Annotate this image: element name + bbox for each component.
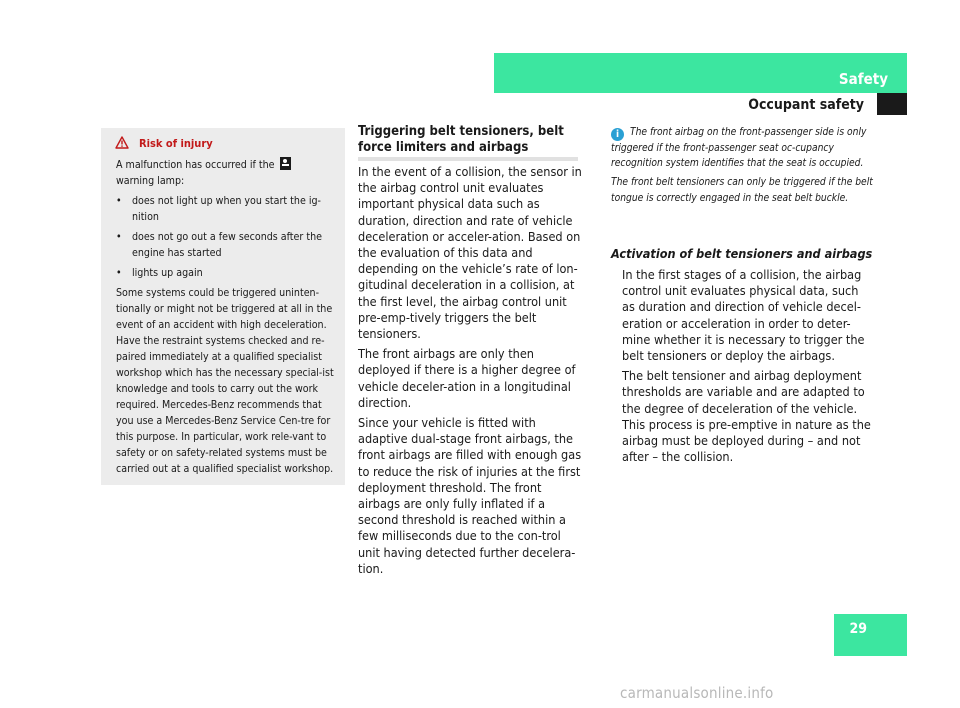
warning-intro-text: A malfunction has occurred if the <box>116 159 275 171</box>
warning-title: Risk of injury <box>139 137 213 150</box>
warning-intro-suffix: warning lamp: <box>116 175 185 187</box>
info-icon: i <box>611 128 624 141</box>
paragraph: Since your vehicle is fitted with adaptive dual-stage front airbags, the front airbags are filled with enough gas to reduce the risk of injuries at the first deployment threshold. The front airbags are only fully inflated if a second threshold is reached within a few milliseconds due to the con-trol unit having detected further decelera-tion. <box>358 415 582 576</box>
airbag-telltale-icon <box>280 157 291 170</box>
triggering-body <box>358 164 586 581</box>
activation-heading: Activation of belt tensioners and airbags <box>611 246 873 261</box>
info-note-paragraph: i The front airbag on the front-passenger side is only triggered if the front-passenger seat oc-cupancy recognition system identifies that the seat is occupied. <box>611 127 867 170</box>
paragraph: The belt tensioner and airbag deployment thresholds are variable and are adapted to the degree of deceleration of the vehicle. This process is pre-emptive in nature as the airbag must be deployed during – and not after – the collision. <box>622 368 871 465</box>
warning-paragraph: Some systems could be triggered uninten-tionally or might not be triggered at all in the event of an accident with high deceleration. Have the restraint systems checked and re-paired immediately at a qualified specialist workshop which has the necessary special-ist knowledge and tools to carry out the work required. Mercedes-Benz recommends that you use a Mercedes-Benz Service Cen-tre for this purpose. In particular, work rele-vant to safety or on safety-related systems must be carried out at a qualified specialist workshop. <box>116 287 334 475</box>
heading-divider <box>358 157 578 161</box>
subsection-title: Occupant safety <box>748 97 864 113</box>
header-marker-block <box>877 93 907 115</box>
watermark: carmanualsonline.info <box>620 684 774 702</box>
section-heading-triggering: Triggering belt tensioners, belt force limiters and airbags <box>358 124 564 155</box>
section-header-band <box>494 53 907 93</box>
warning-triangle-icon <box>115 136 129 149</box>
info-note <box>611 125 873 210</box>
warning-body <box>116 157 340 481</box>
paragraph: The front airbags are only then deployed if there is a higher degree of vehicle deceler-ation in a longitudinal direction. <box>358 346 576 410</box>
section-title: Safety <box>838 70 888 88</box>
warning-heading <box>115 136 213 150</box>
list-item: • does not go out a few seconds after the engine has started <box>116 231 322 259</box>
page-number: 29 <box>849 621 867 637</box>
paragraph: In the event of a collision, the sensor in the airbag control unit evaluates important physical data such as duration, direction and rate of vehicle deceleration or acceler-ation. Based on the evaluation of this data and depending on the vehicle’s rate of lon-gitudinal deceleration in a collision, at the first level, the airbag control unit pre-emp-tively triggers the belt tensioners. <box>358 164 582 342</box>
subsection-header <box>494 93 877 115</box>
activation-body <box>622 267 872 469</box>
warning-conditions-list <box>116 193 340 281</box>
list-item: • does not light up when you start the ig-nition <box>116 195 321 223</box>
warning-intro <box>116 157 340 189</box>
list-item: • lights up again <box>116 267 203 279</box>
page-number-box <box>834 614 907 656</box>
info-note-paragraph: The front belt tensioners can only be triggered if the belt tongue is correctly engaged in the seat belt buckle. <box>611 177 873 204</box>
warning-box <box>101 128 345 485</box>
paragraph: In the first stages of a collision, the airbag control unit evaluates physical data, such as duration and direction of vehicle decel-eration or acceleration in order to deter-mine whether it is necessary to trigger the belt tensioners or deploy the airbags. <box>622 267 865 364</box>
